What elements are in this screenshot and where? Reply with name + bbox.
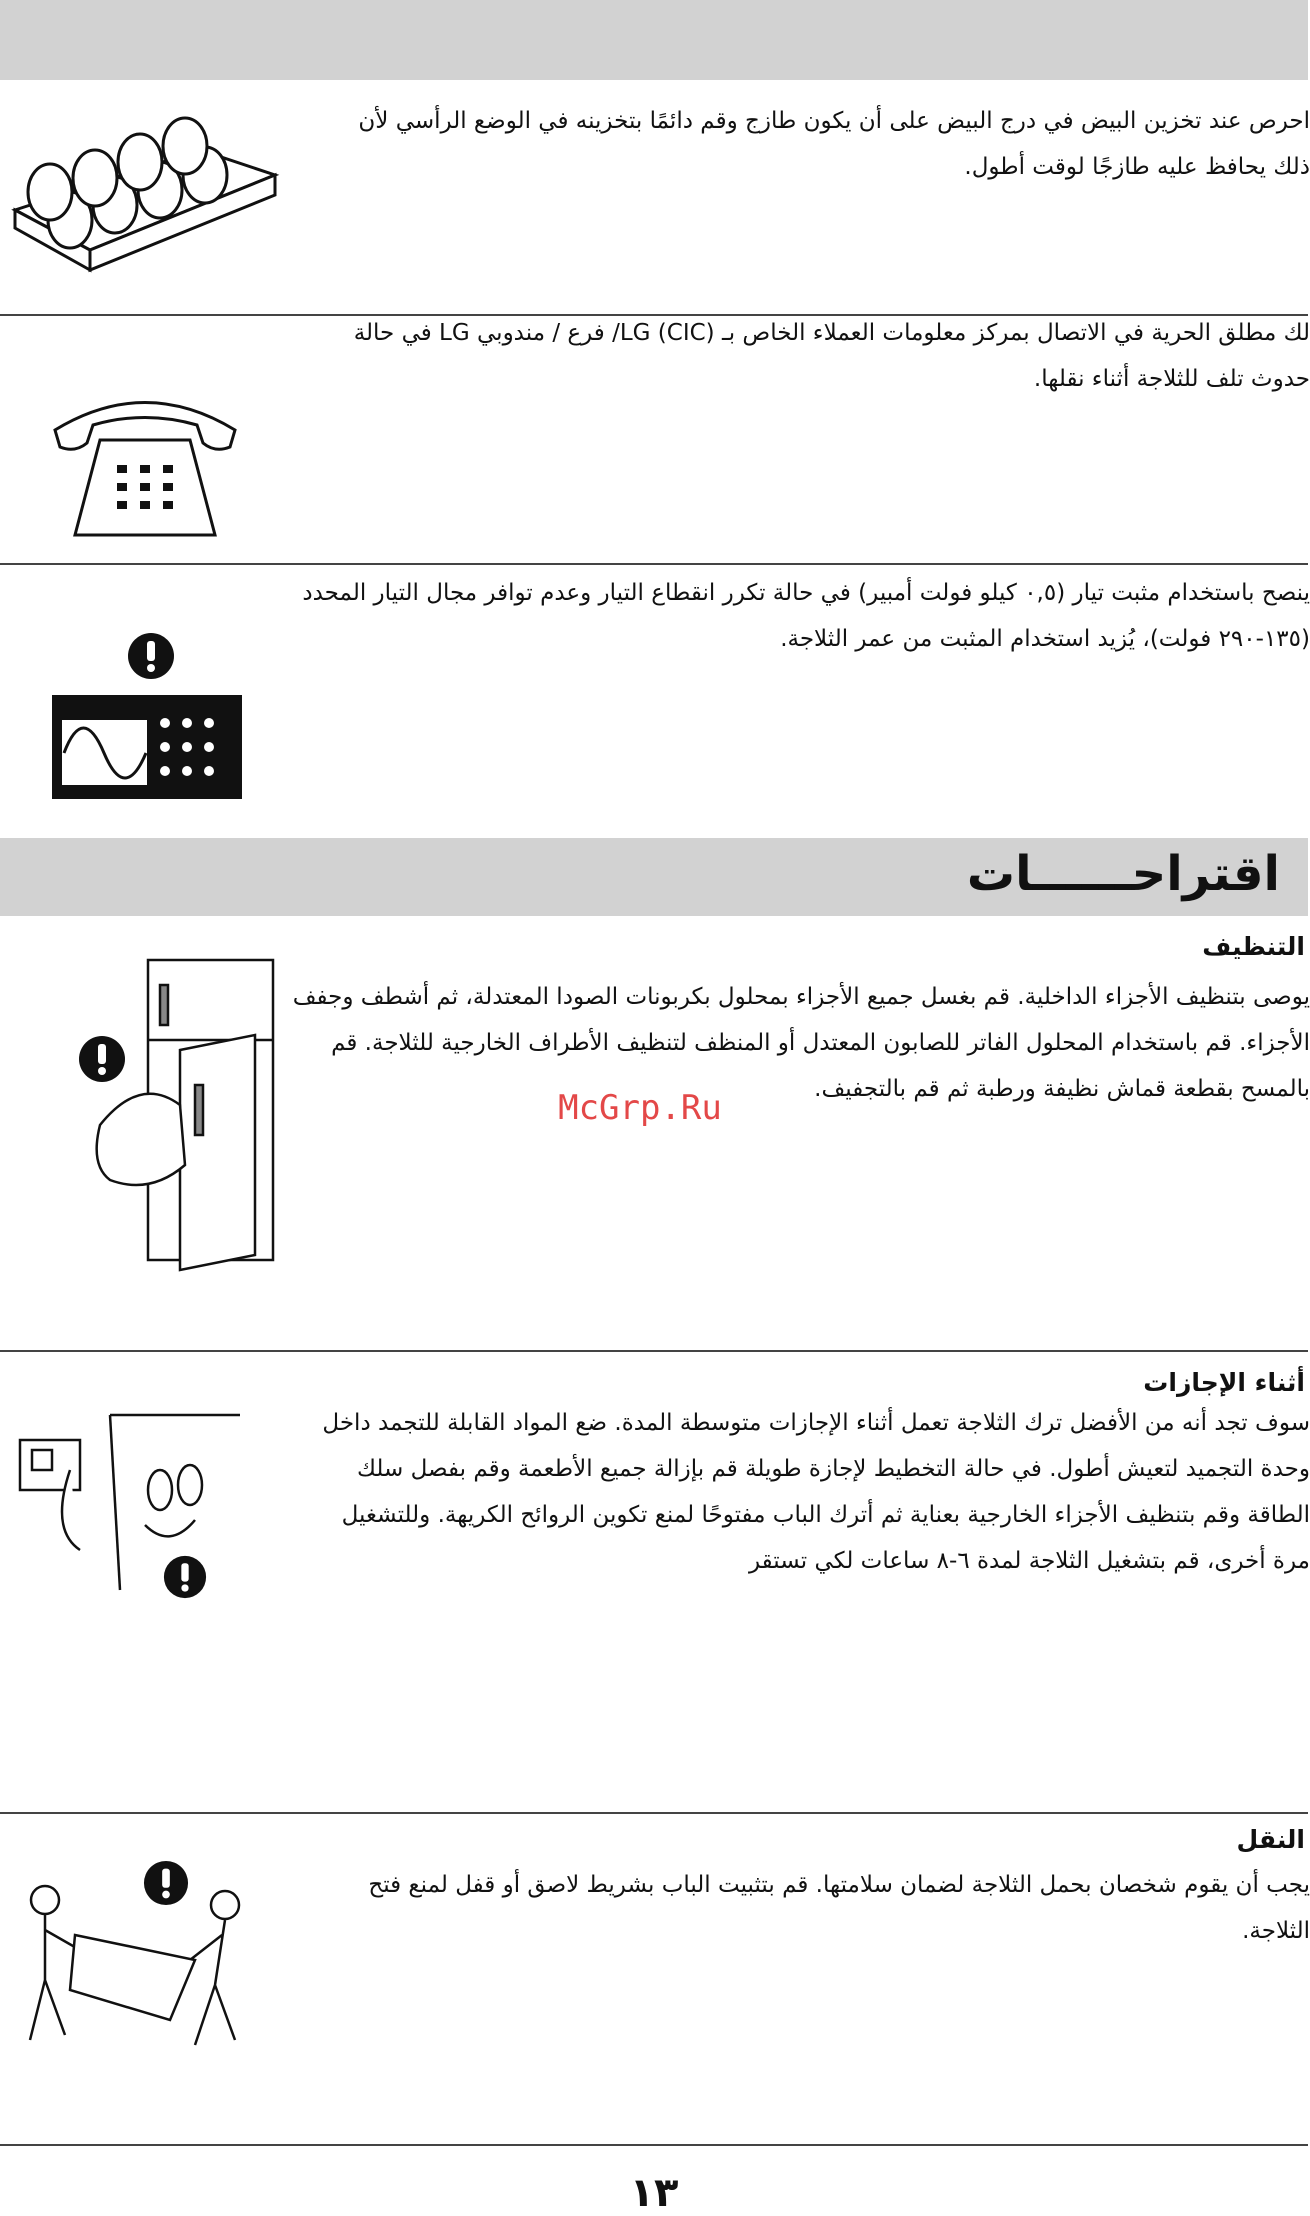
telephone-icon	[45, 385, 245, 549]
tip-eggs-text: احرص عند تخزين البيض في درج البيض على أن يكون طازج وقم دائمًا بتخزينه في الوضع الرأسي لأن ذلك يحافظ عليه طازجًا لوقت أطول.	[358, 108, 1310, 180]
moving-heading: النقل	[1236, 1825, 1305, 1854]
unplug-fridge-icon	[10, 1410, 250, 1614]
section-title: اقتراحــــــات	[966, 846, 1280, 902]
watermark: McGrp.Ru	[558, 1088, 722, 1128]
divider	[0, 2144, 1308, 2146]
moving-text: يجب أن يقوم شخصان بحمل الثلاجة لضمان سلامتها. قم بتثبيت الباب بشريط لاصق أو قفل لمنع فتح الثلاجة.	[368, 1872, 1310, 1944]
cleaning-text: يوصى بتنظيف الأجزاء الداخلية. قم بغسل جميع الأجزاء بمحلول بكربونات الصودا المعتدلة، ثم أشطف وجفف الأجزاء. قم باستخدام المحلول الفاتر للصابون المعتدل أو المنظف لتنظيف الأطراف الخارجية للثلاجة. قم بالمسح بقطعة قماش نظيفة ورطبة ثم قم بالتجفيف.	[292, 984, 1310, 1102]
voltage-stabilizer-icon	[50, 693, 245, 805]
tip-service-text: لك مطلق الحرية في الاتصال بمركز معلومات العملاء الخاص بـ LG (CIC)/ فرع / مندوبي LG في حالة حدوث تلف للثلاجة أثناء نقلها.	[353, 320, 1310, 392]
divider	[0, 1812, 1308, 1814]
vacation-heading: أثناء الإجازات	[1143, 1368, 1305, 1397]
divider	[0, 1350, 1308, 1352]
warning-icon	[163, 1555, 207, 1603]
header-band	[0, 0, 1308, 80]
warning-icon	[78, 1035, 126, 1087]
warning-icon	[127, 632, 175, 684]
fridge-cleaning-icon	[70, 955, 280, 1279]
egg-tray-icon	[10, 100, 280, 304]
page-number: ١٣	[629, 2170, 679, 2216]
divider	[0, 563, 1308, 565]
cleaning-heading: التنظيف	[1202, 932, 1305, 961]
carrying-fridge-icon	[10, 1860, 260, 2064]
tip-stabilizer-text: ينصح باستخدام مثبت تيار (٠,٥ كيلو فولت أمبير) في حالة تكرر انقطاع التيار وعدم توافر مجال التيار المحدد (١٣٥-٢٩٠ فولت)، يُزيد استخدام المثبت من عمر الثلاجة.	[302, 580, 1310, 652]
vacation-text: سوف تجد أنه من الأفضل ترك الثلاجة تعمل أثناء الإجازات متوسطة المدة. ضع المواد القابلة للتجمد داخل وحدة التجميد لتعيش أطول. في حالة التخطيط لإجازة طويلة قم بإزالة جميع الأطعمة وقم بفصل سلك الطاقة وقم بتنظيف الأجزاء الخارجية بعناية ثم أترك الباب مفتوحًا لمنع تكوين الروائح الكريهة. وللتشغيل مرة أخرى، قم بتشغيل الثلاجة لمدة ٦-٨ ساعات لكي تستقر	[322, 1410, 1310, 1574]
